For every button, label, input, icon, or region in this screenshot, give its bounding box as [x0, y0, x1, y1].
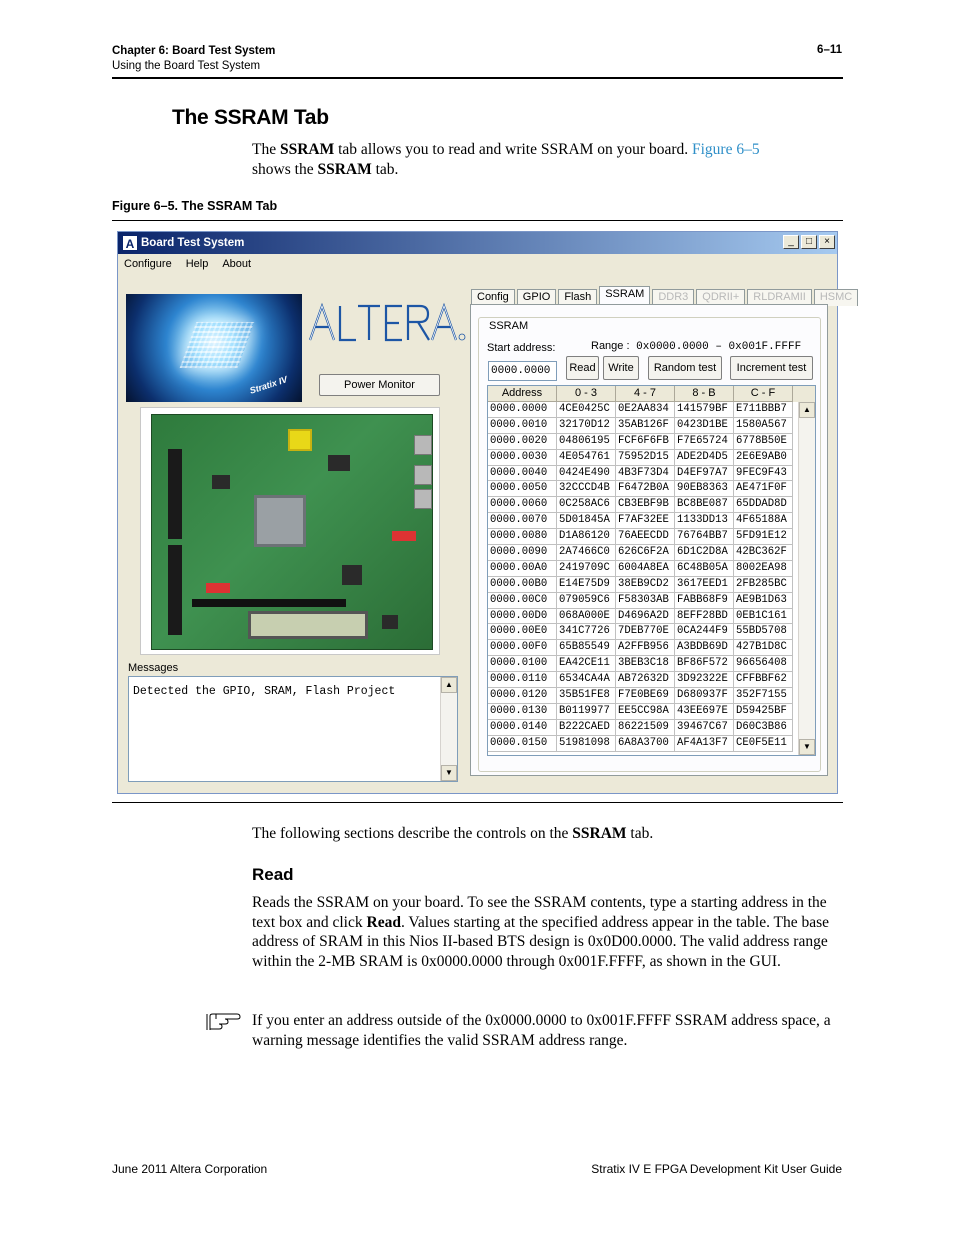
data-cell[interactable]: A3BDB69D [675, 640, 734, 656]
ssram-group-title: SSRAM [486, 320, 531, 332]
lcd-graphic [248, 611, 368, 639]
body-text: Reads the SSRAM on your board. To see the SSRAM contents, type a starting address in the text box and click [252, 894, 827, 931]
address-cell[interactable]: 0000.0010 [488, 418, 557, 434]
data-cell[interactable]: AF4A13F7 [675, 736, 734, 752]
start-address-input[interactable]: 0000.0000 [488, 361, 557, 381]
intro-text: The [252, 141, 280, 158]
data-cell[interactable]: 3BEB3C18 [616, 656, 675, 672]
data-cell[interactable]: 75952D15 [616, 450, 675, 466]
data-cell[interactable]: BF86F572 [675, 656, 734, 672]
data-cell[interactable]: 43EE697E [675, 704, 734, 720]
data-cell[interactable]: 0EB1C161 [734, 609, 793, 625]
table-row[interactable] [488, 720, 815, 736]
data-cell[interactable]: 6A8A3700 [616, 736, 675, 752]
data-cell[interactable]: 55BD5708 [734, 624, 793, 640]
intro-paragraph [252, 140, 842, 179]
data-cell[interactable]: 1580A567 [734, 418, 793, 434]
table-row[interactable] [488, 704, 815, 720]
range-value: 0x0000.0000 – 0x001F.FFFF [636, 341, 802, 353]
table-scrollbar[interactable] [798, 402, 815, 755]
column-header-c-f[interactable]: C - F [734, 386, 793, 402]
data-cell[interactable]: 3D92322E [675, 672, 734, 688]
data-cell[interactable]: AE9B1D63 [734, 593, 793, 609]
data-cell[interactable]: 38EB9CD2 [616, 577, 675, 593]
data-cell[interactable]: 8EFF28BD [675, 609, 734, 625]
address-cell[interactable]: 0000.00F0 [488, 640, 557, 656]
address-cell[interactable]: 0000.00A0 [488, 561, 557, 577]
data-cell[interactable]: 76AEECDD [616, 529, 675, 545]
intro-text: shows the [252, 160, 318, 178]
footer-document-title: Stratix IV E FPGA Development Kit User Guide [591, 1162, 842, 1176]
table-row[interactable] [488, 418, 815, 434]
footer-date-publisher: June 2011 Altera Corporation [112, 1162, 268, 1176]
data-cell[interactable]: 96656408 [734, 656, 793, 672]
data-cell[interactable]: 0423D1BE [675, 418, 734, 434]
scroll-down-arrow-icon[interactable]: ▼ [441, 765, 457, 781]
address-cell[interactable]: 0000.0030 [488, 450, 557, 466]
data-cell[interactable]: A2FFB956 [616, 640, 675, 656]
address-cell[interactable]: 0000.00B0 [488, 577, 557, 593]
data-cell[interactable]: 5FD91E12 [734, 529, 793, 545]
data-cell[interactable]: EA42CE11 [557, 656, 616, 672]
data-cell[interactable]: D4EF97A7 [675, 466, 734, 482]
menu-help[interactable]: Help [185, 258, 209, 270]
data-cell[interactable]: 6534CA4A [557, 672, 616, 688]
data-cell[interactable]: E711BBB7 [734, 402, 793, 418]
intro-bold: SSRAM [317, 160, 372, 178]
data-cell[interactable]: D4696A2D [616, 609, 675, 625]
address-cell[interactable]: 0000.0000 [488, 402, 557, 418]
pcb-connector [414, 465, 432, 485]
close-button[interactable]: × [819, 235, 835, 249]
data-cell[interactable]: CE0F5E11 [734, 736, 793, 752]
data-cell[interactable]: 6778B50E [734, 434, 793, 450]
figure-rule-bottom [112, 802, 843, 803]
table-row[interactable] [488, 640, 815, 656]
data-cell[interactable]: 90EB8363 [675, 481, 734, 497]
data-cell[interactable]: 4B3F73D4 [616, 466, 675, 482]
table-row[interactable] [488, 466, 815, 482]
data-cell[interactable]: F6472B0A [616, 481, 675, 497]
data-cell[interactable]: 0C258AC6 [557, 497, 616, 513]
header-rule [112, 77, 843, 79]
data-cell[interactable]: 5D01845A [557, 513, 616, 529]
messages-label: Messages [128, 662, 179, 674]
tab-ddr3[interactable]: DDR3 [652, 289, 694, 306]
power-monitor-button[interactable]: Power Monitor [319, 374, 440, 396]
data-cell[interactable]: 341C7726 [557, 624, 616, 640]
increment-test-button[interactable]: Increment test [730, 356, 813, 380]
table-row[interactable] [488, 513, 815, 529]
pcb-connector [168, 545, 182, 635]
body-bold: SSRAM [572, 825, 627, 842]
address-cell[interactable]: 0000.0080 [488, 529, 557, 545]
figure-rule-top [112, 220, 843, 221]
scroll-up-arrow-icon[interactable]: ▲ [441, 677, 457, 693]
range-label: Range : [591, 340, 630, 352]
pcb-component [288, 429, 312, 451]
data-cell[interactable]: 2FB285BC [734, 577, 793, 593]
minimize-button[interactable]: _ [783, 235, 799, 249]
figure-caption: Figure 6–5. The SSRAM Tab [112, 199, 278, 213]
pcb-connector [414, 489, 432, 509]
data-cell[interactable]: D59425BF [734, 704, 793, 720]
data-cell[interactable]: 079059C6 [557, 593, 616, 609]
pointing-hand-icon [205, 1010, 241, 1032]
data-cell[interactable]: AB72632D [616, 672, 675, 688]
data-cell[interactable]: 1133DD13 [675, 513, 734, 529]
column-header-8-b[interactable]: 8 - B [675, 386, 734, 402]
data-cell[interactable]: 76764BB7 [675, 529, 734, 545]
start-address-label: Start address: [487, 342, 556, 354]
address-cell[interactable]: 0000.0020 [488, 434, 557, 450]
data-cell[interactable]: 352F7155 [734, 688, 793, 704]
data-cell[interactable]: 7DEB770E [616, 624, 675, 640]
data-cell[interactable]: 32CCCD4B [557, 481, 616, 497]
table-row[interactable] [488, 434, 815, 450]
ssram-tab-panel [470, 304, 828, 776]
intro-bold: SSRAM [279, 141, 335, 158]
address-cell[interactable]: 0000.0060 [488, 497, 557, 513]
tab-rldramii[interactable]: RLDRAMII [747, 289, 812, 306]
data-cell[interactable]: 6004A8EA [616, 561, 675, 577]
dip-switch-graphic [392, 531, 416, 541]
address-cell[interactable]: 0000.00D0 [488, 609, 557, 625]
pcb-connector [192, 599, 346, 607]
data-cell[interactable]: FABB68F9 [675, 593, 734, 609]
dip-switch-graphic [206, 583, 230, 593]
figure-link[interactable]: Figure 6–5 [692, 141, 760, 158]
table-row[interactable] [488, 561, 815, 577]
address-cell[interactable]: 0000.0130 [488, 704, 557, 720]
data-cell[interactable]: ADE2D4D5 [675, 450, 734, 466]
pcb-connector [414, 435, 432, 455]
body-text: tab. [626, 825, 654, 842]
data-cell[interactable]: 427B1D8C [734, 640, 793, 656]
altera-logo [308, 302, 466, 344]
chip-brand-text: Stratix IV [248, 374, 289, 396]
table-row[interactable] [488, 545, 815, 561]
data-cell[interactable]: 4E054761 [557, 450, 616, 466]
chapter-title: Chapter 6: Board Test System [112, 45, 276, 57]
data-cell[interactable]: 65B85549 [557, 640, 616, 656]
address-cell[interactable]: 0000.00C0 [488, 593, 557, 609]
data-cell[interactable]: 0E2AA834 [616, 402, 675, 418]
read-button[interactable]: Read [566, 356, 599, 380]
address-cell[interactable]: 0000.0120 [488, 688, 557, 704]
data-cell[interactable]: F7E0BE69 [616, 688, 675, 704]
tab-hsmc[interactable]: HSMC [814, 289, 858, 306]
tab-config[interactable]: Config [471, 289, 515, 306]
stratix-chip-image [126, 294, 302, 402]
read-heading: Read [252, 865, 294, 884]
random-test-button[interactable]: Random test [648, 356, 722, 380]
data-cell[interactable]: 35B51FE8 [557, 688, 616, 704]
development-board-photo [140, 407, 440, 655]
pcb-connector [168, 449, 182, 539]
address-cell[interactable]: 0000.0040 [488, 466, 557, 482]
window-controls [783, 235, 835, 249]
table-row[interactable] [488, 481, 815, 497]
menu-about[interactable]: About [222, 258, 252, 270]
address-cell[interactable]: 0000.00E0 [488, 624, 557, 640]
data-cell[interactable]: EE5CC98A [616, 704, 675, 720]
address-cell[interactable]: 0000.0070 [488, 513, 557, 529]
menu-configure[interactable]: Configure [124, 258, 172, 270]
intro-text: tab. [371, 160, 399, 178]
data-cell[interactable]: 626C6F2A [616, 545, 675, 561]
controls-intro-paragraph [252, 824, 842, 844]
table-row[interactable] [488, 497, 815, 513]
ssram-data-table[interactable] [487, 385, 816, 756]
address-cell[interactable]: 0000.0050 [488, 481, 557, 497]
tab-ssram[interactable]: SSRAM [599, 286, 650, 306]
write-button[interactable]: Write [603, 356, 639, 380]
data-cell[interactable]: CB3EBF9B [616, 497, 675, 513]
address-cell[interactable]: 0000.0140 [488, 720, 557, 736]
body-bold: Read [366, 913, 401, 931]
title-bar[interactable] [118, 232, 837, 254]
data-cell[interactable]: 8002EA98 [734, 561, 793, 577]
data-cell[interactable]: BC8BE087 [675, 497, 734, 513]
body-text: . Values starting at the specified address appear in the table. The base address of SRAM in this Nios II-based BTS design is 0x0D00.0000. The valid address range within the 2-MB SRAM is 0x0000.0000 through 0x001F.FFFF, as shown in the GUI. [252, 913, 830, 970]
data-cell[interactable]: 3617EED1 [675, 577, 734, 593]
window-title: Board Test System [141, 237, 245, 249]
column-header-0-3[interactable]: 0 - 3 [557, 386, 616, 402]
data-cell[interactable]: F7E65724 [675, 434, 734, 450]
data-cell[interactable]: 6C48B05A [675, 561, 734, 577]
running-header [112, 44, 275, 74]
data-cell[interactable]: 51981098 [557, 736, 616, 752]
data-cell[interactable]: 35AB126F [616, 418, 675, 434]
data-cell[interactable]: 2419709C [557, 561, 616, 577]
messages-box[interactable] [128, 676, 458, 782]
pcb-component [328, 455, 350, 471]
column-header-4-7[interactable]: 4 - 7 [616, 386, 675, 402]
data-cell[interactable]: B222CAED [557, 720, 616, 736]
table-row[interactable] [488, 672, 815, 688]
data-cell[interactable]: FCF6F6FB [616, 434, 675, 450]
data-cell[interactable]: D60C3B86 [734, 720, 793, 736]
column-header-address[interactable]: Address [488, 386, 557, 402]
table-row[interactable] [488, 736, 815, 752]
data-cell[interactable]: F58303AB [616, 593, 675, 609]
data-cell[interactable]: F7AF32EE [616, 513, 675, 529]
table-row[interactable] [488, 688, 815, 704]
section-title: The SSRAM Tab [172, 106, 329, 129]
data-cell[interactable]: 068A000E [557, 609, 616, 625]
tab-qdrii[interactable]: QDRII+ [696, 289, 745, 306]
data-cell[interactable]: B0119977 [557, 704, 616, 720]
body-text: The following sections describe the controls on the [252, 825, 573, 842]
intro-text: tab allows you to read and write SSRAM on your board. [334, 141, 692, 158]
data-cell[interactable]: 0424E490 [557, 466, 616, 482]
data-cell[interactable]: 39467C67 [675, 720, 734, 736]
section-subtitle: Using the Board Test System [112, 60, 261, 72]
range-readout [591, 340, 801, 353]
data-cell[interactable]: 4F65188A [734, 513, 793, 529]
table-body [488, 402, 815, 752]
pcb-component [212, 475, 230, 489]
data-cell[interactable]: 4CE0425C [557, 402, 616, 418]
data-cell[interactable]: 04806195 [557, 434, 616, 450]
data-cell[interactable]: 141579BF [675, 402, 734, 418]
page-number: 6–11 [817, 44, 842, 56]
maximize-button[interactable]: □ [801, 235, 817, 249]
table-row[interactable] [488, 593, 815, 609]
data-cell[interactable]: 6D1C2D8A [675, 545, 734, 561]
data-cell[interactable]: 0CA244F9 [675, 624, 734, 640]
data-cell[interactable]: D1A86120 [557, 529, 616, 545]
table-header [488, 386, 815, 402]
ssram-group [478, 317, 821, 772]
address-cell[interactable]: 0000.0110 [488, 672, 557, 688]
data-cell[interactable]: E14E75D9 [557, 577, 616, 593]
pcb-component [342, 565, 362, 585]
table-row[interactable] [488, 529, 815, 545]
data-cell[interactable]: 2A7466C0 [557, 545, 616, 561]
data-cell[interactable]: 65DDAD8D [734, 497, 793, 513]
table-row[interactable] [488, 624, 815, 640]
table-row[interactable] [488, 450, 815, 466]
table-row[interactable] [488, 656, 815, 672]
scroll-up-arrow-icon[interactable]: ▲ [799, 402, 815, 418]
message-line: Detected the GPIO, SRAM, Flash Project [133, 685, 396, 698]
fpga-chip-graphic [254, 495, 306, 547]
data-cell[interactable]: D680937F [675, 688, 734, 704]
address-cell[interactable]: 0000.0150 [488, 736, 557, 752]
table-row[interactable] [488, 609, 815, 625]
tab-gpio[interactable]: GPIO [517, 289, 557, 306]
chip-die-graphic [180, 322, 255, 368]
pcb-component [382, 615, 398, 629]
data-cell[interactable]: 9FEC9F43 [734, 466, 793, 482]
data-cell[interactable]: AE471F0F [734, 481, 793, 497]
messages-scrollbar[interactable] [440, 677, 457, 781]
pcb-graphic [151, 414, 433, 650]
data-cell[interactable]: 32170D12 [557, 418, 616, 434]
address-cell[interactable]: 0000.0090 [488, 545, 557, 561]
address-cell[interactable]: 0000.0100 [488, 656, 557, 672]
board-test-system-window [117, 231, 853, 794]
data-cell[interactable]: 2E6E9AB0 [734, 450, 793, 466]
read-paragraph [252, 893, 842, 971]
data-cell[interactable]: CFFBBF62 [734, 672, 793, 688]
app-icon: A [122, 235, 138, 251]
tab-flash[interactable]: Flash [558, 289, 597, 306]
data-cell[interactable]: 42BC362F [734, 545, 793, 561]
data-cell[interactable]: 86221509 [616, 720, 675, 736]
table-row[interactable] [488, 577, 815, 593]
menu-bar [118, 254, 837, 274]
scroll-down-arrow-icon[interactable]: ▼ [799, 739, 815, 755]
table-row[interactable] [488, 402, 815, 418]
note-text: If you enter an address outside of the 0x0000.0000 to 0x001F.FFFF SSRAM address space, a warning message identifies the valid SSRAM address range. [252, 1012, 831, 1049]
